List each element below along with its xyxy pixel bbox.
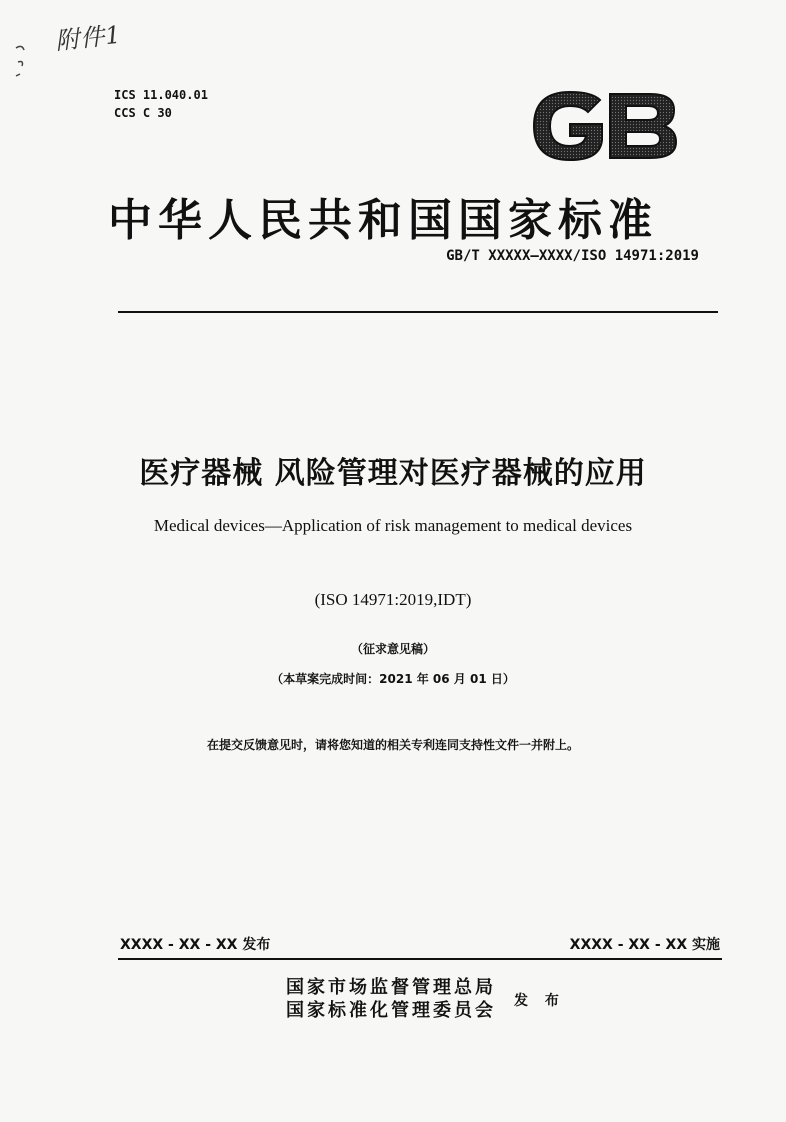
national-standard-title: 中华人民共和国国家标准 <box>108 195 658 246</box>
gb-logo <box>530 90 678 162</box>
document-title-chinese: 医疗器械 风险管理对医疗器械的应用 <box>139 456 647 491</box>
handwritten-note: 附件1 <box>53 20 123 56</box>
patent-notice: 在提交反馈意见时，请将您知道的相关专利连同支持性文件一并附上。 <box>206 738 579 752</box>
ics-code: ICS 11.040.01 <box>114 88 208 102</box>
draft-label: （征求意见稿） <box>350 642 435 656</box>
implementation-date: XXXX - XX - XX 实施 <box>569 937 720 953</box>
header-divider <box>118 311 718 313</box>
pen-scribble <box>12 42 32 82</box>
iso-reference: (ISO 14971:2019,IDT) <box>314 590 472 609</box>
standard-number: GB/T XXXXX—XXXX/ISO 14971:2019 <box>446 248 699 264</box>
issued-label: 发 布 <box>514 993 565 1009</box>
draft-completion-date: （本草案完成时间：2021 年 06 月 01 日） <box>271 672 515 686</box>
issuing-authorities <box>286 976 496 1022</box>
ccs-code: CCS C 30 <box>114 106 172 120</box>
footer-divider <box>118 958 722 960</box>
classification-codes <box>114 86 208 122</box>
issuer-sac: 国家标准化管理委员会 <box>286 1000 496 1021</box>
issuer-samr: 国家市场监督管理总局 <box>286 977 496 998</box>
document-title-english: Medical devices—Application of risk management to medical devices <box>153 516 633 535</box>
issue-date: XXXX - XX - XX 发布 <box>120 937 271 953</box>
